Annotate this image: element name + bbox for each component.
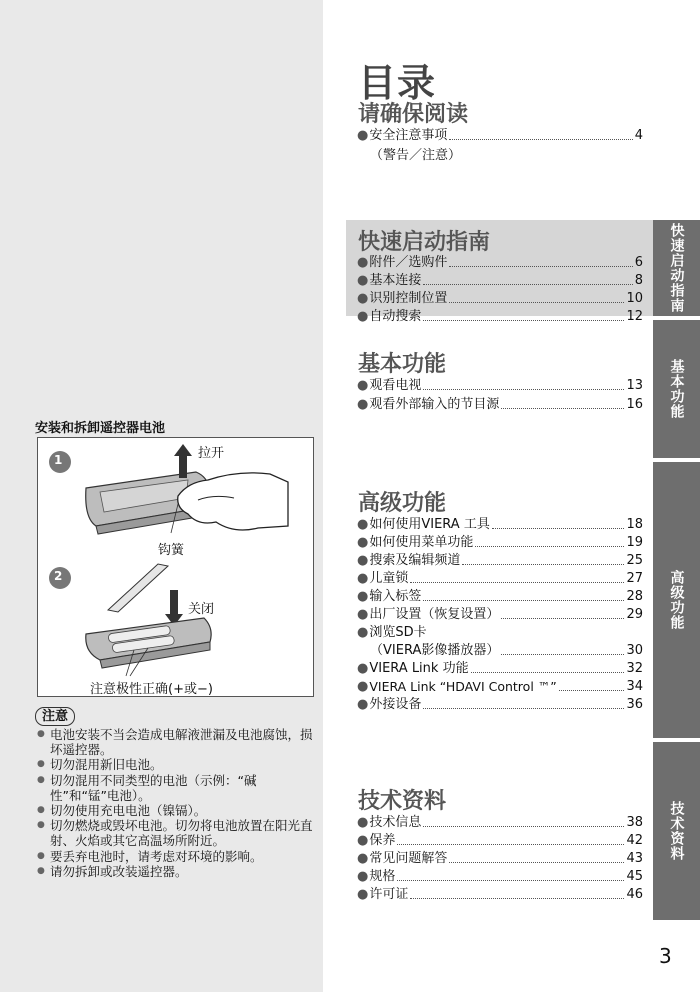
toc-entry[interactable]: ● 许可证 46 bbox=[357, 887, 643, 902]
list-item: ● 请勿拆卸或改装遥控器。 bbox=[37, 864, 322, 879]
battery-cover-illustration bbox=[108, 564, 168, 612]
toc-entry[interactable]: ● 基本连接 8 bbox=[357, 273, 643, 288]
page-title: 目录 bbox=[358, 61, 437, 105]
remote-battery-compartment-illustration bbox=[86, 618, 211, 668]
list-item: ● 切勿混用新旧电池。 bbox=[37, 757, 322, 772]
toc-entry[interactable]: ● 如何使用菜单功能 19 bbox=[357, 535, 643, 550]
section-title-quick: 快速启动指南 bbox=[358, 230, 491, 255]
list-item: ● 切勿使用充电电池（镍镉）。 bbox=[37, 803, 322, 818]
tab-quick-start[interactable]: 快速启动指南 bbox=[653, 220, 700, 316]
list-item: ● 切勿燃烧或毁坏电池。切勿将电池放置在阳光直射、火焰或其它高温场所附近。 bbox=[37, 818, 322, 848]
hook-label: 钩簧 bbox=[158, 543, 185, 558]
toc-entry[interactable]: ● VIERA Link “HDAVI Control ™” 34 bbox=[357, 679, 643, 694]
toc-entry[interactable]: ● 识别控制位置 10 bbox=[357, 291, 643, 306]
section-tabs bbox=[653, 0, 700, 992]
step-2-number: 2 bbox=[54, 569, 63, 583]
toc-entry[interactable]: ● 观看电视 13 bbox=[357, 378, 643, 393]
toc-entry[interactable]: ● 外接设备 36 bbox=[357, 697, 643, 712]
list-item: ● 要丢弃电池时，请考虑对环境的影响。 bbox=[37, 849, 322, 864]
toc-entry[interactable]: ● 自动搜索 12 bbox=[357, 309, 643, 324]
toc-entry[interactable]: ● 常见问题解答 43 bbox=[357, 851, 643, 866]
toc-entry[interactable]: ● 观看外部输入的节目源 16 bbox=[357, 397, 643, 412]
step-1-number: 1 bbox=[54, 453, 63, 467]
list-item: ● 电池安装不当会造成电解液泄漏及电池腐蚀，损坏遥控器。 bbox=[37, 727, 322, 757]
tab-advanced[interactable]: 高级功能 bbox=[653, 462, 700, 738]
toc-entry[interactable]: （VIERA影像播放器） 30 bbox=[370, 643, 643, 658]
caution-list bbox=[37, 727, 322, 879]
page-number: 3 bbox=[659, 944, 672, 968]
tab-basic[interactable]: 基本功能 bbox=[653, 320, 700, 458]
toc-entry[interactable]: ● 规格 45 bbox=[357, 869, 643, 884]
toc-entry[interactable]: ● VIERA Link 功能 32 bbox=[357, 661, 643, 676]
battery-section-title: 安装和拆卸遥控器电池 bbox=[35, 421, 166, 436]
caution-heading: 注意 bbox=[35, 707, 75, 726]
toc-entry[interactable]: ● 保养 42 bbox=[357, 833, 643, 848]
section-title-advanced: 高级功能 bbox=[358, 491, 447, 516]
section-title-read: 请确保阅读 bbox=[358, 102, 469, 127]
toc-entry[interactable]: ● 安全注意事项 4 bbox=[357, 128, 643, 143]
toc-entry[interactable]: ● 搜索及编辑频道 25 bbox=[357, 553, 643, 568]
tab-tech[interactable]: 技术资料 bbox=[653, 742, 700, 920]
toc-entry[interactable]: ● 如何使用VIERA 工具 18 bbox=[357, 517, 643, 532]
toc-entry[interactable]: ● 出厂设置（恢复设置） 29 bbox=[357, 607, 643, 622]
toc-entry-continuation: （警告／注意） bbox=[370, 148, 462, 163]
toc-entry[interactable]: ● 技术信息 38 bbox=[357, 815, 643, 830]
battery-illustration-box bbox=[37, 437, 314, 697]
section-title-tech: 技术资料 bbox=[358, 789, 447, 814]
close-label: 关闭 bbox=[188, 602, 215, 617]
pull-label: 拉开 bbox=[198, 446, 225, 461]
toc-entry[interactable]: ● 儿童锁 27 bbox=[357, 571, 643, 586]
close-arrow-icon bbox=[165, 590, 183, 626]
section-title-basic: 基本功能 bbox=[358, 352, 447, 377]
toc-entry[interactable]: ● 输入标签 28 bbox=[357, 589, 643, 604]
battery-illustration bbox=[38, 438, 313, 696]
list-item: ● 切勿混用不同类型的电池（示例：“碱性”和“锰”电池）。 bbox=[37, 773, 322, 803]
toc-entry[interactable]: ● 附件／选购件 6 bbox=[357, 255, 643, 270]
toc-entry[interactable]: ● 浏览SD卡 bbox=[357, 625, 427, 640]
polarity-label: 注意极性正确(+或−) bbox=[90, 682, 213, 697]
